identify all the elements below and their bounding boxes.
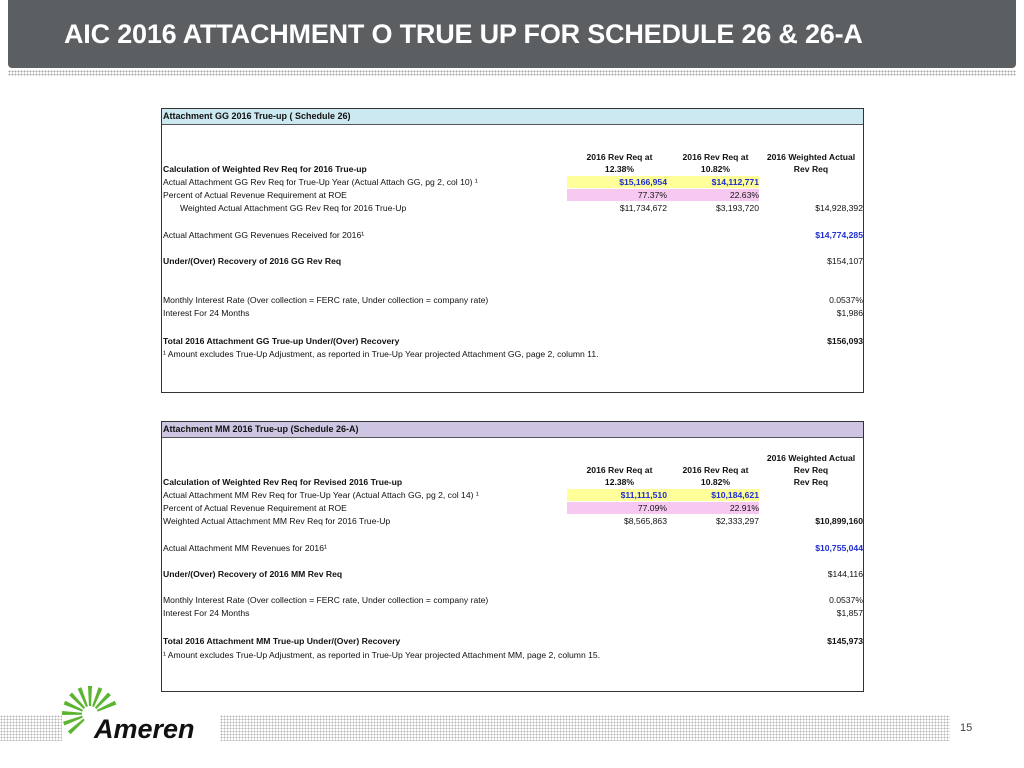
mm-pct-c1: 77.09% [567, 502, 667, 514]
table-row [162, 594, 863, 606]
gg-weighted-c2: $3,193,720 [715, 203, 759, 213]
mm-col1-head: 2016 Rev Req at [586, 465, 653, 475]
gg-weighted-label: Weighted Actual Attachment GG Rev Req for 2016 True-Up [180, 203, 407, 213]
mm-total-c3: $145,973 [827, 636, 863, 646]
mm-weighted-c1: $8,565,863 [623, 516, 667, 526]
dotted-divider-bottom [220, 715, 950, 741]
gg-pct-label: Percent of Actual Revenue Requirement at ROE [163, 190, 347, 200]
table-row [162, 229, 863, 241]
gg-pct-c2: 22.63% [667, 189, 759, 201]
gg-header-label: Attachment GG 2016 True-up ( Schedule 26) [163, 111, 351, 121]
mm-interest-c3: $1,857 [836, 608, 863, 618]
mm-col2-head: 2016 Rev Req at [682, 465, 749, 475]
table-row [162, 176, 863, 188]
gg-total-label: Total 2016 Attachment GG True-up Under/(Over) Recovery [163, 336, 400, 346]
mm-actual-c2: $10,184,621 [667, 489, 759, 501]
ameren-logo-text: Ameren [94, 714, 195, 744]
mm-interest-label: Interest For 24 Months [163, 608, 250, 618]
mm-pct-c2: 22.91% [667, 502, 759, 514]
gg-interest-label: Interest For 24 Months [163, 308, 250, 318]
mm-col3-head: 2016 Weighted Actual [766, 453, 856, 463]
gg-col2-rate: 10.82% [700, 164, 731, 174]
gg-pct-c1: 77.37% [567, 189, 667, 201]
gg-under-label: Under/(Over) Recovery of 2016 GG Rev Req [163, 256, 342, 266]
mm-col3-sub1: Rev Req [793, 465, 829, 475]
table-row [162, 202, 863, 214]
table-row [162, 294, 863, 306]
table-row [162, 515, 863, 527]
page-number: 15 [960, 722, 973, 734]
mm-under-label: Under/(Over) Recovery of 2016 MM Rev Req [163, 569, 343, 579]
gg-interest-c3: $1,986 [836, 308, 863, 318]
table-row [162, 568, 863, 580]
gg-revenues-label: Actual Attachment GG Revenues Received for 2016¹ [163, 230, 365, 240]
mm-actual-label: Actual Attachment MM Rev Req for True-Up Year (Actual Attach GG, pg 2, col 14) ¹ [163, 490, 479, 500]
gg-under-c3: $154,107 [827, 256, 863, 266]
mm-col2-rate: 10.82% [700, 477, 731, 487]
slide-title: AIC 2016 ATTACHMENT O TRUE UP FOR SCHEDULE 26 & 26-A [64, 19, 863, 49]
mm-col3-sub2: Rev Req [793, 477, 829, 487]
gg-total-c3: $156,093 [827, 336, 863, 346]
table-row [162, 489, 863, 501]
gg-rate-c3: 0.0537% [829, 295, 863, 305]
table-row [162, 635, 863, 647]
mm-rate-label: Monthly Interest Rate (Over collection = FERC rate, Under collection = company rate) [163, 595, 489, 605]
table-row [162, 335, 863, 347]
table-row [162, 189, 863, 201]
gg-col3-head: 2016 Weighted Actual [766, 152, 856, 162]
mm-under-c3: $144,116 [827, 569, 863, 579]
mm-rate-c3: 0.0537% [829, 595, 863, 605]
mm-weighted-c3: $10,899,160 [815, 516, 863, 526]
gg-rate-label: Monthly Interest Rate (Over collection = FERC rate, Under collection = company rate) [163, 295, 489, 305]
mm-footnote: ¹ Amount excludes True-Up Adjustment, as reported in True-Up Year projected Attachment MM, page 2, column 15. [163, 650, 601, 660]
gg-col1-head: 2016 Rev Req at [586, 152, 653, 162]
mm-header-label: Attachment MM 2016 True-up (Schedule 26-A) [163, 424, 359, 434]
table-row [162, 502, 863, 514]
gg-table-header [162, 109, 863, 125]
mm-total-label: Total 2016 Attachment MM True-up Under/(Over) Recovery [163, 636, 401, 646]
table-row [162, 542, 863, 554]
gg-col3-sub: Rev Req [793, 164, 829, 174]
mm-col1-rate: 12.38% [604, 477, 635, 487]
dotted-divider-top [8, 70, 1016, 76]
gg-weighted-c3: $14,928,392 [815, 203, 863, 213]
gg-col2-head: 2016 Rev Req at [682, 152, 749, 162]
mm-weighted-label: Weighted Actual Attachment MM Rev Req for 2016 True-Up [163, 516, 391, 526]
mm-revenues-label: Actual Attachment MM Revenues for 2016¹ [163, 543, 327, 553]
mm-weighted-c2: $2,333,297 [715, 516, 759, 526]
title-bar [8, 0, 1016, 68]
gg-calc-label: Calculation of Weighted Rev Req for 2016 True-up [163, 164, 367, 174]
gg-true-up-table [161, 108, 864, 393]
gg-revenues-c3: $14,774,285 [815, 230, 863, 240]
gg-footnote: ¹ Amount excludes True-Up Adjustment, as reported in True-Up Year projected Attachment GG, page 2, column 11. [163, 349, 599, 359]
table-row [162, 607, 863, 619]
gg-actual-c2: $14,112,771 [667, 176, 759, 188]
gg-actual-c1: $15,166,954 [567, 176, 667, 188]
gg-actual-label: Actual Attachment GG Rev Req for True-Up Year (Actual Attach GG, pg 2, col 10) ¹ [163, 177, 478, 187]
table-row [162, 255, 863, 267]
mm-revenues-c3: $10,755,044 [815, 543, 863, 553]
mm-actual-c1: $11,111,510 [567, 489, 667, 501]
dotted-divider-bottom-left [0, 715, 62, 741]
gg-col1-rate: 12.38% [604, 164, 635, 174]
table-row [162, 307, 863, 319]
mm-table-header [162, 422, 863, 438]
ameren-logo [60, 684, 210, 746]
mm-pct-label: Percent of Actual Revenue Requirement at ROE [163, 503, 347, 513]
gg-weighted-c1: $11,734,672 [619, 203, 667, 213]
mm-calc-label: Calculation of Weighted Rev Req for Revised 2016 True-up [163, 477, 403, 487]
mm-true-up-table [161, 421, 864, 692]
